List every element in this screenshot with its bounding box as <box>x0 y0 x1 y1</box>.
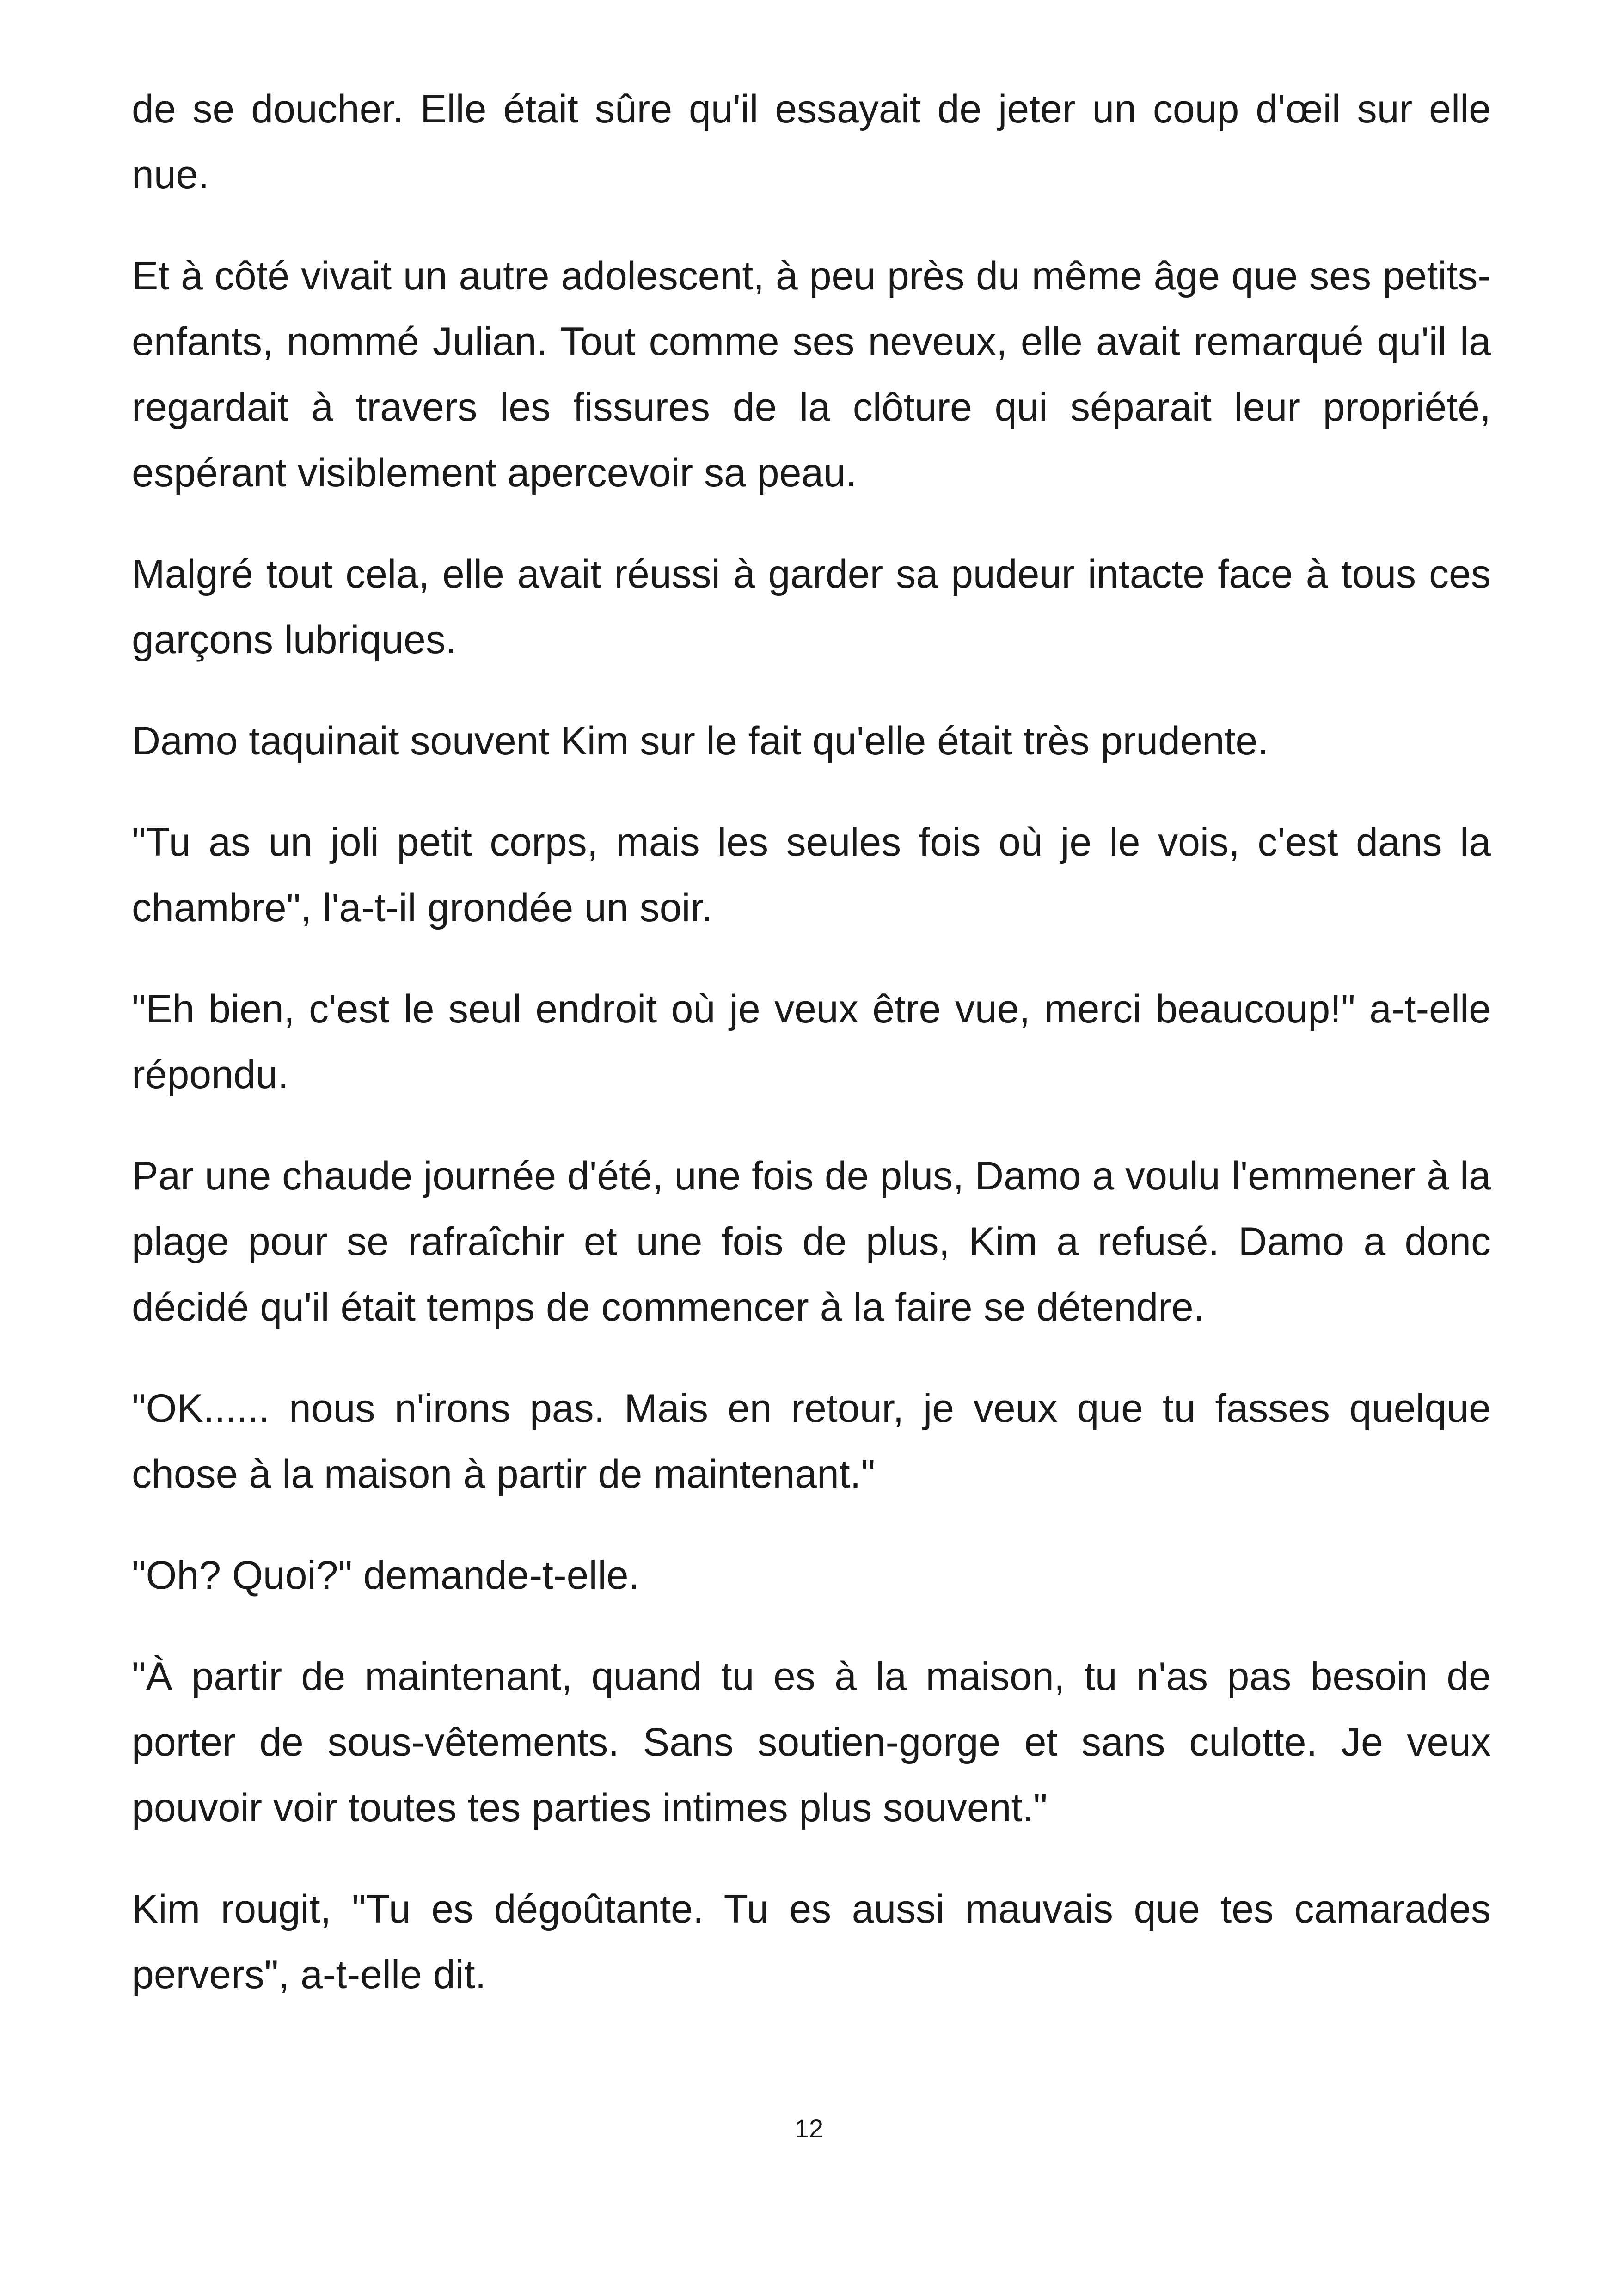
paragraph: Kim rougit, "Tu es dégoûtante. Tu es aussi mauvais que tes camarades pervers", a-t-elle dit. <box>132 1887 1491 1997</box>
paragraph: Et à côté vivait un autre adolescent, à peu près du même âge que ses petits-enfants, nommé Julian. Tout comme ses neveux, elle avait remarqué qu'il la regardait à travers les fissures de la clôture qui séparait leur propriété, espérant visiblement apercevoir sa peau. <box>132 254 1491 495</box>
paragraph: "OK...... nous n'irons pas. Mais en retour, je veux que tu fasses quelque chose à la maison à partir de maintenant." <box>132 1386 1491 1496</box>
paragraph: "Eh bien, c'est le seul endroit où je veux être vue, merci beaucoup!" a-t-elle répondu. <box>132 987 1491 1097</box>
paragraph: Malgré tout cela, elle avait réussi à garder sa pudeur intacte face à tous ces garçons lubriques. <box>132 552 1491 662</box>
paragraph: "Oh? Quoi?" demande-t-elle. <box>132 1553 640 1598</box>
body-text <box>132 76 1491 2043</box>
paragraph: "Tu as un joli petit corps, mais les seules fois où je le vois, c'est dans la chambre", l'a-t-il grondée un soir. <box>132 820 1491 930</box>
paragraph: Damo taquinait souvent Kim sur le fait qu'elle était très prudente. <box>132 719 1269 763</box>
paragraph: de se doucher. Elle était sûre qu'il essayait de jeter un coup d'œil sur elle nue. <box>132 87 1491 197</box>
paragraph: "À partir de maintenant, quand tu es à la maison, tu n'as pas besoin de porter de sous-vêtements. Sans soutien-gorge et sans culotte. Je veux pouvoir voir toutes tes parties intimes plus souvent." <box>132 1654 1491 1830</box>
paragraph: Par une chaude journée d'été, une fois de plus, Damo a voulu l'emmener à la plage pour se rafraîchir et une fois de plus, Kim a refusé. Damo a donc décidé qu'il était temps de commencer à la faire se détendre. <box>132 1154 1491 1329</box>
page-number: 12 <box>794 2114 824 2143</box>
